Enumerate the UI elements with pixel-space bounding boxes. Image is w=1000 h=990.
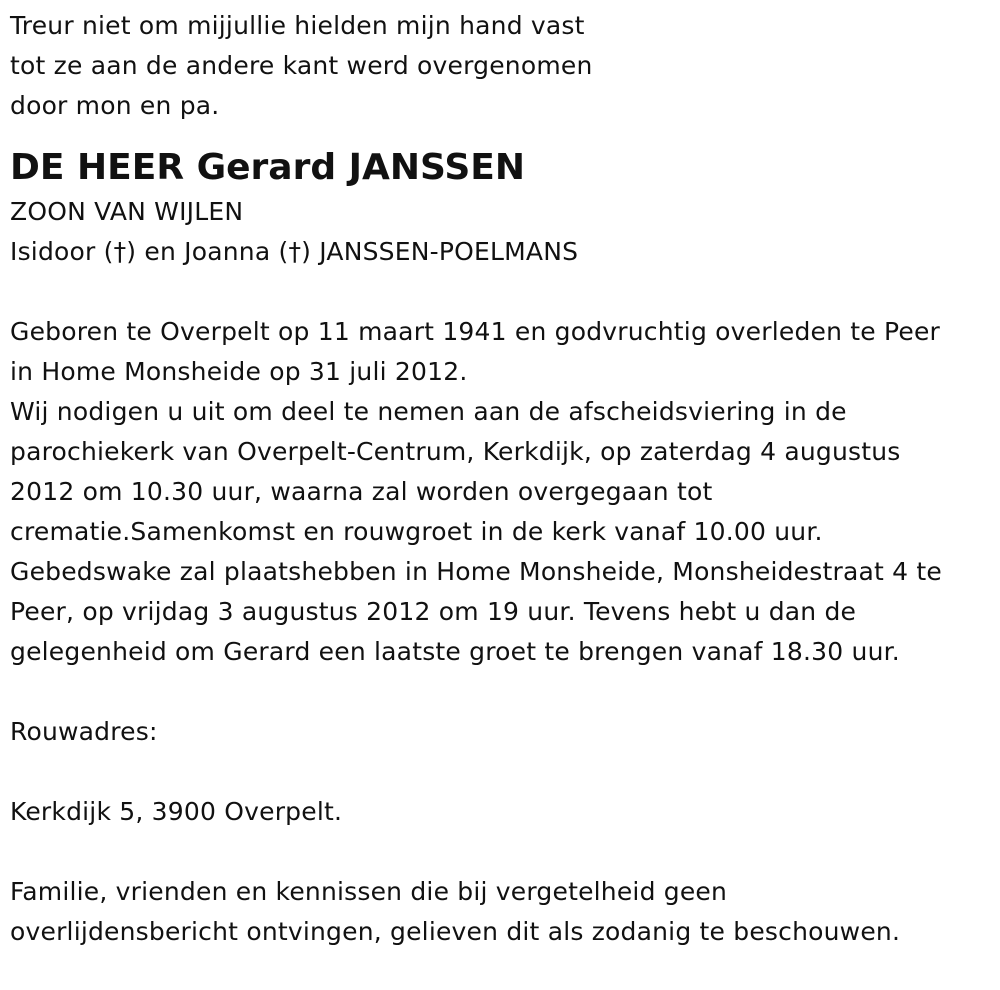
heading-block [10, 146, 995, 272]
body-line: Wij nodigen u uit om deel te nemen aan de afscheidsviering in de [10, 397, 847, 426]
body-line: in Home Monsheide op 31 juli 2012. [10, 357, 468, 386]
address-block [10, 712, 995, 832]
poem-line: door mon en pa. [10, 91, 220, 120]
body-line: parochiekerk van Overpelt-Centrum, Kerkdijk, op zaterdag 4 augustus [10, 437, 901, 466]
poem-line: tot ze aan de andere kant werd overgenomen [10, 51, 593, 80]
deceased-name-title: DE HEER Gerard JANSSEN [10, 147, 525, 188]
parents-line: Isidoor (†) en Joanna (†) JANSSEN-POELMANS [10, 237, 579, 266]
announcement-body [10, 312, 995, 672]
body-line: crematie.Samenkomst en rouwgroet in de kerk vanaf 10.00 uur. [10, 517, 823, 546]
poem-block [10, 6, 995, 126]
body-line: 2012 om 10.30 uur, waarna zal worden overgegaan tot [10, 477, 713, 506]
poem-line: Treur niet om mijjullie hielden mijn hand vast [10, 11, 585, 40]
body-line: gelegenheid om Gerard een laatste groet te brengen vanaf 18.30 uur. [10, 637, 900, 666]
closing-line: Familie, vrienden en kennissen die bij vergetelheid geen [10, 877, 728, 906]
closing-block [10, 872, 995, 952]
body-line: Geboren te Overpelt op 11 maart 1941 en godvruchtig overleden te Peer [10, 317, 941, 346]
closing-line: overlijdensbericht ontvingen, gelieven dit als zodanig te beschouwen. [10, 917, 901, 946]
obituary-document [10, 6, 995, 952]
subtitle: ZOON VAN WIJLEN [10, 197, 244, 226]
address-value: Kerkdijk 5, 3900 Overpelt. [10, 797, 343, 826]
body-line: Peer, op vrijdag 3 augustus 2012 om 19 uur. Tevens hebt u dan de [10, 597, 857, 626]
body-line: Gebedswake zal plaatshebben in Home Monsheide, Monsheidestraat 4 te [10, 557, 942, 586]
address-label: Rouwadres: [10, 717, 158, 746]
